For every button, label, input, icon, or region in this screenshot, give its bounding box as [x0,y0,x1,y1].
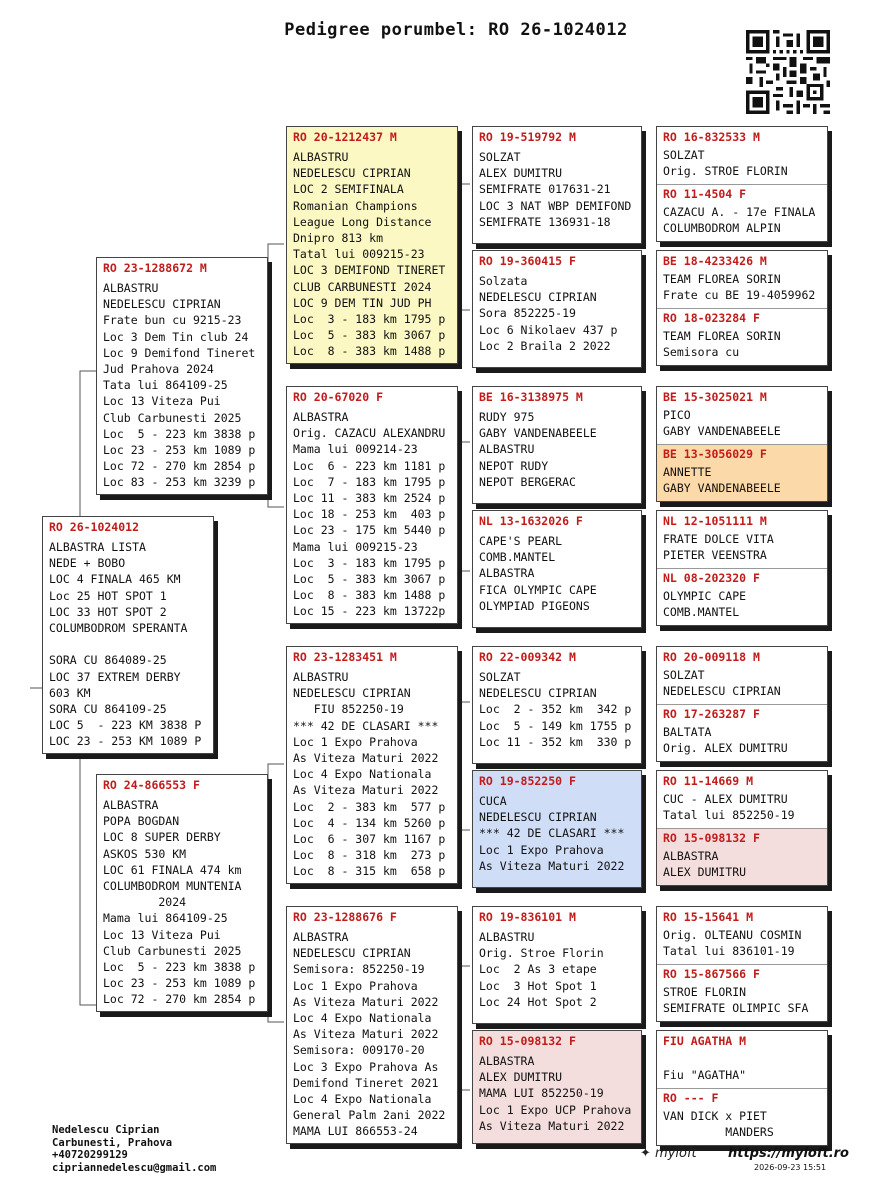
detail-line: NEDELESCU CIPRIAN [293,166,411,181]
detail-line: SEMIFRATE 017631-21 [479,182,611,197]
page-title: Pedigree porumbel: RO 26-1024012 [284,20,628,40]
pigeon-ring-number: RO 15-15641 M [663,910,754,924]
detail-line: Fiu "AGATHA" [663,1068,747,1083]
detail-line: LOC 37 EXTREM DERBY [49,669,181,684]
detail-line: CAPE'S PEARL [479,534,563,548]
detail-line: General Palm 2ani 2022 [293,1108,446,1123]
pigeon-ring-number: BE 16-3138975 M [479,390,583,404]
great-grandparent-card[interactable] [472,770,642,888]
detail-line: Loc 3 - 183 km 1795 p [293,555,446,570]
detail-line: SORA CU 864089-25 [49,653,167,668]
detail-line: GABY VANDENABEELE [663,424,781,439]
detail-line: ALBASTRA [663,849,719,863]
ancestor-entry [657,444,827,501]
pigeon-ring-number: RO 23-1283451 M [293,650,397,664]
detail-line: As Viteza Maturi 2022 [479,858,625,873]
detail-line: ALEX DUMITRU [479,1070,563,1085]
myloft-logo [640,1146,720,1161]
pigeon-details [97,794,267,1007]
detail-line: Tata lui 864109-25 [103,378,228,393]
dam-card[interactable] [96,774,268,1012]
detail-line: Loc 4 Expo Nationala [293,1091,432,1106]
pigeon-details [473,1050,641,1134]
great-great-grandparents-pair[interactable] [656,250,828,366]
detail-line: LOC 23 - 253 KM 1089 P [49,734,202,749]
ancestor-entry [657,251,827,308]
detail-line [49,636,207,652]
pigeon-ring-number: RO 15-098132 F [663,831,760,845]
detail-line: Loc 18 - 253 km 403 p [293,507,446,522]
detail-line: SOLZAT [479,150,521,164]
detail-line: Semisora: 852250-19 [293,962,425,977]
detail-line: COLUMBODROM MUNTENIA [103,878,242,893]
detail-line: FIU 852250-19 [293,702,404,717]
detail-line: COMB.MANTEL [479,550,556,565]
detail-line: NEPOT BERGERAC [479,474,576,489]
detail-line: LOC 9 DEM TIN JUD PH [293,295,432,310]
pigeon-details [43,536,213,749]
detail-line: NEDELESCU CIPRIAN [479,290,597,305]
pigeon-ring-number: RO 16-832533 M [663,130,760,144]
pigeon-details [657,1050,827,1083]
detail-line: Loc 6 - 307 km 1167 p [293,831,446,846]
ancestor-divider [657,964,827,965]
detail-line: ALBASTRU [103,281,159,295]
detail-line: As Viteza Maturi 2022 [293,994,439,1009]
pigeon-details [473,530,641,614]
detail-line: ALBASTRA LISTA [49,540,146,554]
pigeon-details [287,926,457,1139]
pigeon-ring-number: RO 23-1288676 F [293,910,397,924]
detail-line: Loc 1 Expo Prahova [479,842,604,857]
detail-line: Orig. Stroe Florin [479,946,604,961]
detail-line: Loc 4 Expo Nationala [293,767,432,782]
pigeon-ring-number: NL 12-1051111 M [663,514,767,528]
detail-line: NEDELESCU CIPRIAN [479,810,597,825]
detail-line: Loc 3 Expo Prahova As [293,1059,439,1074]
detail-line: 603 KM [49,685,91,700]
pigeon-ring-number: RO 24-866553 F [103,778,200,792]
detail-line: ASKOS 530 KM [103,846,187,861]
pigeon-ring-number: RO 11-14669 M [663,774,754,788]
detail-line: Orig. STROE FLORIN [663,164,788,179]
pigeon-ring-number: BE 18-4233426 M [663,254,767,268]
pigeon-details [657,327,827,360]
pigeon-ring-number: RO 19-836101 M [479,910,576,924]
pigeon-ring-number: RO 20-009118 M [663,650,760,664]
pigeon-details [473,270,641,354]
detail-line: MAMA LUI 866553-24 [293,1124,418,1139]
pigeon-details [473,666,641,750]
detail-line: Club Carbunesti 2025 [103,943,242,958]
ancestor-divider [657,568,827,569]
detail-line: ALBASTRA [479,1054,535,1068]
detail-line: Mama lui 009215-23 [293,539,418,554]
ancestor-divider [657,704,827,705]
breeder-email[interactable]: cipriannedelescu@gmail.com [52,1161,217,1174]
grandparent-card[interactable] [286,126,458,364]
detail-line: Orig. OLTEANU COSMIN [663,928,802,942]
pigeon-details [287,666,457,879]
detail-line: SOLZAT [663,668,705,682]
detail-line: Loc 11 - 383 km 2524 p [293,490,446,505]
detail-line: Loc 83 - 253 km 3239 p [103,475,256,490]
detail-line: Orig. ALEX DUMITRU [663,741,788,756]
ancestor-divider [657,828,827,829]
breeder-phone: +40720299129 [52,1149,128,1162]
ancestor-divider [657,308,827,309]
detail-line: LOC 61 FINALA 474 km [103,862,242,877]
detail-line: LOC 33 HOT SPOT 2 [49,604,167,619]
ancestor-divider [657,1088,827,1089]
detail-line: Loc 6 Nikolaev 437 p [479,322,618,337]
detail-line: Loc 1 Expo UCP Prahova [479,1102,632,1117]
generated-timestamp: 2026-09-23 15:51 [754,1163,827,1172]
detail-line: GABY VANDENABEELE [479,426,597,441]
detail-line: Frate cu BE 19-4059962 [663,288,816,303]
great-grandparent-card[interactable] [472,646,642,764]
detail-line: OLYMPIAD PIGEONS [479,598,590,613]
detail-line: ALEX DUMITRU [663,865,747,880]
grandparent-card[interactable] [286,386,458,624]
detail-line: ALBASTRU [293,670,349,684]
great-great-grandparents-pair[interactable] [656,770,828,886]
detail-line: Loc 72 - 270 km 2854 p [103,459,256,474]
breeder-contact [52,1124,216,1174]
great-grandparent-card[interactable] [472,906,642,1024]
detail-line: Loc 1 Expo Prahova [293,978,418,993]
pigeon-details [473,926,641,1010]
detail-line: SEMIFRATE 136931-18 [479,214,611,229]
great-great-grandparents-pair[interactable] [656,126,828,242]
ancestor-entry [657,964,827,1021]
pigeon-details [657,463,827,496]
great-grandparent-card[interactable] [472,510,642,628]
detail-line: ANNETTE [663,465,712,479]
pigeon-ring-number: RO 20-1212437 M [293,130,397,144]
pigeon-details [657,270,827,303]
detail-line: POPA BOGDAN [103,814,180,829]
detail-line [663,1051,821,1067]
breeder-location: Carbunesti, Prahova [52,1136,173,1149]
detail-line: Loc 3 Dem Tin club 24 [103,329,249,344]
detail-line: RUDY 975 [479,410,535,424]
detail-line: BALTATA [663,725,712,739]
detail-line: NEPOT RUDY [479,458,549,473]
detail-line: Romanian Champions [293,198,418,213]
detail-line: Loc 8 - 315 km 658 p [293,864,446,879]
pigeon-details [657,203,827,236]
detail-line: TEAM FLOREA SORIN [663,329,781,343]
detail-line: NEDE + BOBO [49,556,126,571]
detail-line: Sora 852225-19 [479,306,576,321]
detail-line: Loc 8 - 383 km 1488 p [293,344,446,359]
detail-line: CLUB CARBUNESTI 2024 [293,279,432,294]
detail-line: ALBASTRU [293,150,349,164]
detail-line: Loc 1 Expo Prahova [293,734,418,749]
sire-card[interactable] [96,257,268,495]
detail-line: SOLZAT [663,148,705,162]
detail-line: NEDELESCU CIPRIAN [103,297,221,312]
detail-line: Loc 8 - 318 km 273 p [293,848,446,863]
detail-line: ALBASTRA [293,410,349,424]
detail-line: Loc 8 - 383 km 1488 p [293,588,446,603]
ancestor-entry [657,828,827,885]
detail-line: Loc 4 - 134 km 5260 p [293,815,446,830]
detail-line: Loc 72 - 270 km 2854 p [103,992,256,1007]
ancestor-entry [657,568,827,625]
detail-line: ALBASTRU [479,930,535,944]
detail-line: Loc 7 - 183 km 1795 p [293,474,446,489]
detail-line: Loc 25 HOT SPOT 1 [49,588,167,603]
pigeon-details [657,530,827,563]
detail-line: NEDELESCU CIPRIAN [293,946,411,961]
detail-line: Tatal lui 009215-23 [293,247,425,262]
detail-line: Loc 2 As 3 etape [479,962,597,977]
detail-line: Club Carbunesti 2025 [103,410,242,425]
detail-line: SOLZAT [479,670,521,684]
detail-line: VAN DICK x PIET [663,1109,767,1123]
ancestor-entry [657,184,827,241]
pigeon-details [657,406,827,439]
detail-line: Orig. CAZACU ALEXANDRU [293,426,446,441]
detail-line: LOC 4 FINALA 465 KM [49,572,181,587]
pigeon-ring-number: RO 19-852250 F [479,774,576,788]
pigeon-ring-number: NL 13-1632026 F [479,514,583,528]
pigeon-ring-number: RO 11-4504 F [663,187,747,201]
detail-line: COLUMBODROM SPERANTA [49,620,188,635]
breeder-name: Nedelescu Ciprian [52,1124,160,1136]
great-grandparent-card[interactable] [472,250,642,368]
detail-line: Loc 3 - 183 km 1795 p [293,311,446,326]
pigeon-ring-number: RO 17-263287 F [663,707,760,721]
ancestor-entry [657,647,827,704]
detail-line: CUCA [479,794,507,808]
detail-line: MANDERS [663,1125,774,1140]
pigeon-details [657,926,827,959]
detail-line: Loc 5 - 223 km 3838 p [103,959,256,974]
great-grandparent-card[interactable] [472,386,642,504]
great-great-grandparents-pair[interactable] [656,1030,828,1146]
ancestor-entry [657,387,827,444]
detail-line: Jud Prahova 2024 [103,361,214,376]
detail-line: FICA OLYMPIC CAPE [479,582,597,597]
pigeon-ring-number: BE 13-3056029 F [663,447,767,461]
ancestor-entry [657,1031,827,1088]
pigeon-ring-number: RO 18-023284 F [663,311,760,325]
great-great-grandparents-pair[interactable] [656,646,828,762]
detail-line: Tatal lui 836101-19 [663,944,795,959]
detail-line: Demifond Tineret 2021 [293,1075,439,1090]
detail-line: Loc 2 - 352 km 342 p [479,702,632,717]
detail-line: OLYMPIC CAPE [663,589,747,603]
detail-line: As Viteza Maturi 2022 [293,750,439,765]
pigeon-details [657,1107,827,1140]
pigeon-details [287,406,457,619]
detail-line: MAMA LUI 852250-19 [479,1086,604,1101]
detail-line: Loc 11 - 352 km 330 p [479,734,632,749]
detail-line: ALBASTRA [479,566,535,581]
great-great-grandparents-pair[interactable] [656,510,828,626]
detail-line: Loc 6 - 223 km 1181 p [293,458,446,473]
pigeon-details [473,790,641,874]
ancestor-divider [657,444,827,445]
pigeon-ring-number: RO 23-1288672 M [103,261,207,275]
subject-pigeon-card[interactable] [42,516,214,754]
detail-line: NEDELESCU CIPRIAN [479,686,597,701]
detail-line: NEDELESCU CIPRIAN [663,684,781,699]
detail-line: Tatal lui 852250-19 [663,808,795,823]
detail-line: Dnipro 813 km [293,230,384,245]
detail-line: Semisora cu [663,345,740,360]
detail-line: STROE FLORIN [663,985,747,999]
detail-line: 2024 [103,895,187,910]
detail-line: PIETER VEENSTRA [663,548,767,563]
pigeon-details [657,983,827,1016]
detail-line: Loc 2 - 383 km 577 p [293,799,446,814]
detail-line: Loc 23 - 175 km 5440 p [293,523,446,538]
pigeon-ring-number: RO --- F [663,1091,719,1105]
great-great-grandparents-pair[interactable] [656,386,828,502]
detail-line: Loc 4 Expo Nationala [293,1010,432,1025]
website-link[interactable]: https://myloft.ro [728,1146,849,1161]
ancestor-entry [657,127,827,184]
pigeon-ring-number: RO 19-360415 F [479,254,576,268]
ancestor-entry [657,511,827,568]
detail-line: Loc 24 Hot Spot 2 [479,994,597,1009]
detail-line: Loc 5 - 383 km 3067 p [293,328,446,343]
detail-line: NEDELESCU CIPRIAN [293,686,411,701]
detail-line: LOC 3 NAT WBP DEMIFOND [479,198,632,213]
detail-line: SORA CU 864109-25 [49,701,167,716]
detail-line: As Viteza Maturi 2022 [479,1118,625,1133]
pigeon-details [97,277,267,490]
detail-line: CUC - ALEX DUMITRU [663,792,788,806]
pigeon-details [657,146,827,179]
detail-line: LOC 5 - 223 KM 3838 P [49,718,202,733]
pigeon-ring-number: RO 19-519792 M [479,130,576,144]
pigeon-ring-number: NL 08-202320 F [663,571,760,585]
ancestor-entry [657,907,827,964]
detail-line: COLUMBODROM ALPIN [663,221,781,236]
detail-line: Mama lui 864109-25 [103,911,228,926]
detail-line: Semisora: 009170-20 [293,1043,425,1058]
detail-line: As Viteza Maturi 2022 [293,783,439,798]
ancestor-entry [657,704,827,761]
ancestor-entry [657,1088,827,1145]
detail-line: Loc 9 Demifond Tineret [103,345,256,360]
pigeon-ring-number: FIU AGATHA M [663,1034,747,1048]
pigeon-details [473,146,641,230]
great-grandparent-card[interactable] [472,126,642,244]
detail-line: Loc 2 Braila 2 2022 [479,338,611,353]
detail-line: ALBASTRU [479,442,535,457]
detail-line: FRATE DOLCE VITA [663,532,774,546]
detail-line: LOC 3 DEMIFOND TINERET [293,263,446,278]
great-great-grandparents-pair[interactable] [656,906,828,1022]
pigeon-details [657,666,827,699]
detail-line: Mama lui 009214-23 [293,442,418,457]
detail-line: COMB.MANTEL [663,605,740,620]
grandparent-card[interactable] [286,906,458,1144]
detail-line: Loc 13 Viteza Pui [103,394,221,409]
detail-line: ALEX DUMITRU [479,166,563,181]
pigeon-details [657,723,827,756]
detail-line: League Long Distance [293,214,432,229]
detail-line: LOC 8 SUPER DERBY [103,830,221,845]
ancestor-entry [657,771,827,828]
ancestor-entry [657,308,827,365]
ancestor-divider [657,184,827,185]
pigeon-details [287,146,457,359]
detail-line: *** 42 DE CLASARI *** [479,826,625,841]
detail-line: Loc 23 - 253 km 1089 p [103,442,256,457]
pigeon-ring-number: BE 15-3025021 M [663,390,767,404]
detail-line: As Viteza Maturi 2022 [293,1027,439,1042]
pigeon-ring-number: RO 20-67020 F [293,390,384,404]
pigeon-details [657,847,827,880]
pigeon-details [473,406,641,490]
detail-line: Frate bun cu 9215-23 [103,313,242,328]
detail-line: ALBASTRA [103,798,159,812]
detail-line: Loc 3 Hot Spot 1 [479,978,597,993]
detail-line: CAZACU A. - 17e FINALA [663,205,816,219]
detail-line: TEAM FLOREA SORIN [663,272,781,286]
detail-line: Loc 5 - 383 km 3067 p [293,571,446,586]
detail-line: Loc 5 - 223 km 3838 p [103,426,256,441]
detail-line: *** 42 DE CLASARI *** [293,718,439,733]
great-grandparent-card[interactable] [472,1030,642,1144]
detail-line: PICO [663,408,691,422]
logo-text: myloft [655,1146,697,1161]
pigeon-icon: ✦ [640,1146,651,1161]
pigeon-ring-number: RO 15-098132 F [479,1034,576,1048]
detail-line: Loc 15 - 223 km 13722p [293,604,446,619]
detail-line: Solzata [479,274,528,288]
pigeon-ring-number: RO 22-009342 M [479,650,576,664]
detail-line: GABY VANDENABEELE [663,481,781,496]
grandparent-card[interactable] [286,646,458,884]
detail-line: Loc 23 - 253 km 1089 p [103,976,256,991]
detail-line: ALBASTRA [293,930,349,944]
pigeon-details [657,587,827,620]
detail-line: Loc 13 Viteza Pui [103,927,221,942]
detail-line: SEMIFRATE OLIMPIC SFA [663,1001,809,1016]
pigeon-ring-number: RO 15-867566 F [663,967,760,981]
detail-line: Loc 5 - 149 km 1755 p [479,718,632,733]
detail-line: LOC 2 SEMIFINALA [293,182,404,197]
pigeon-ring-number: RO 26-1024012 [49,520,140,534]
pigeon-details [657,790,827,823]
